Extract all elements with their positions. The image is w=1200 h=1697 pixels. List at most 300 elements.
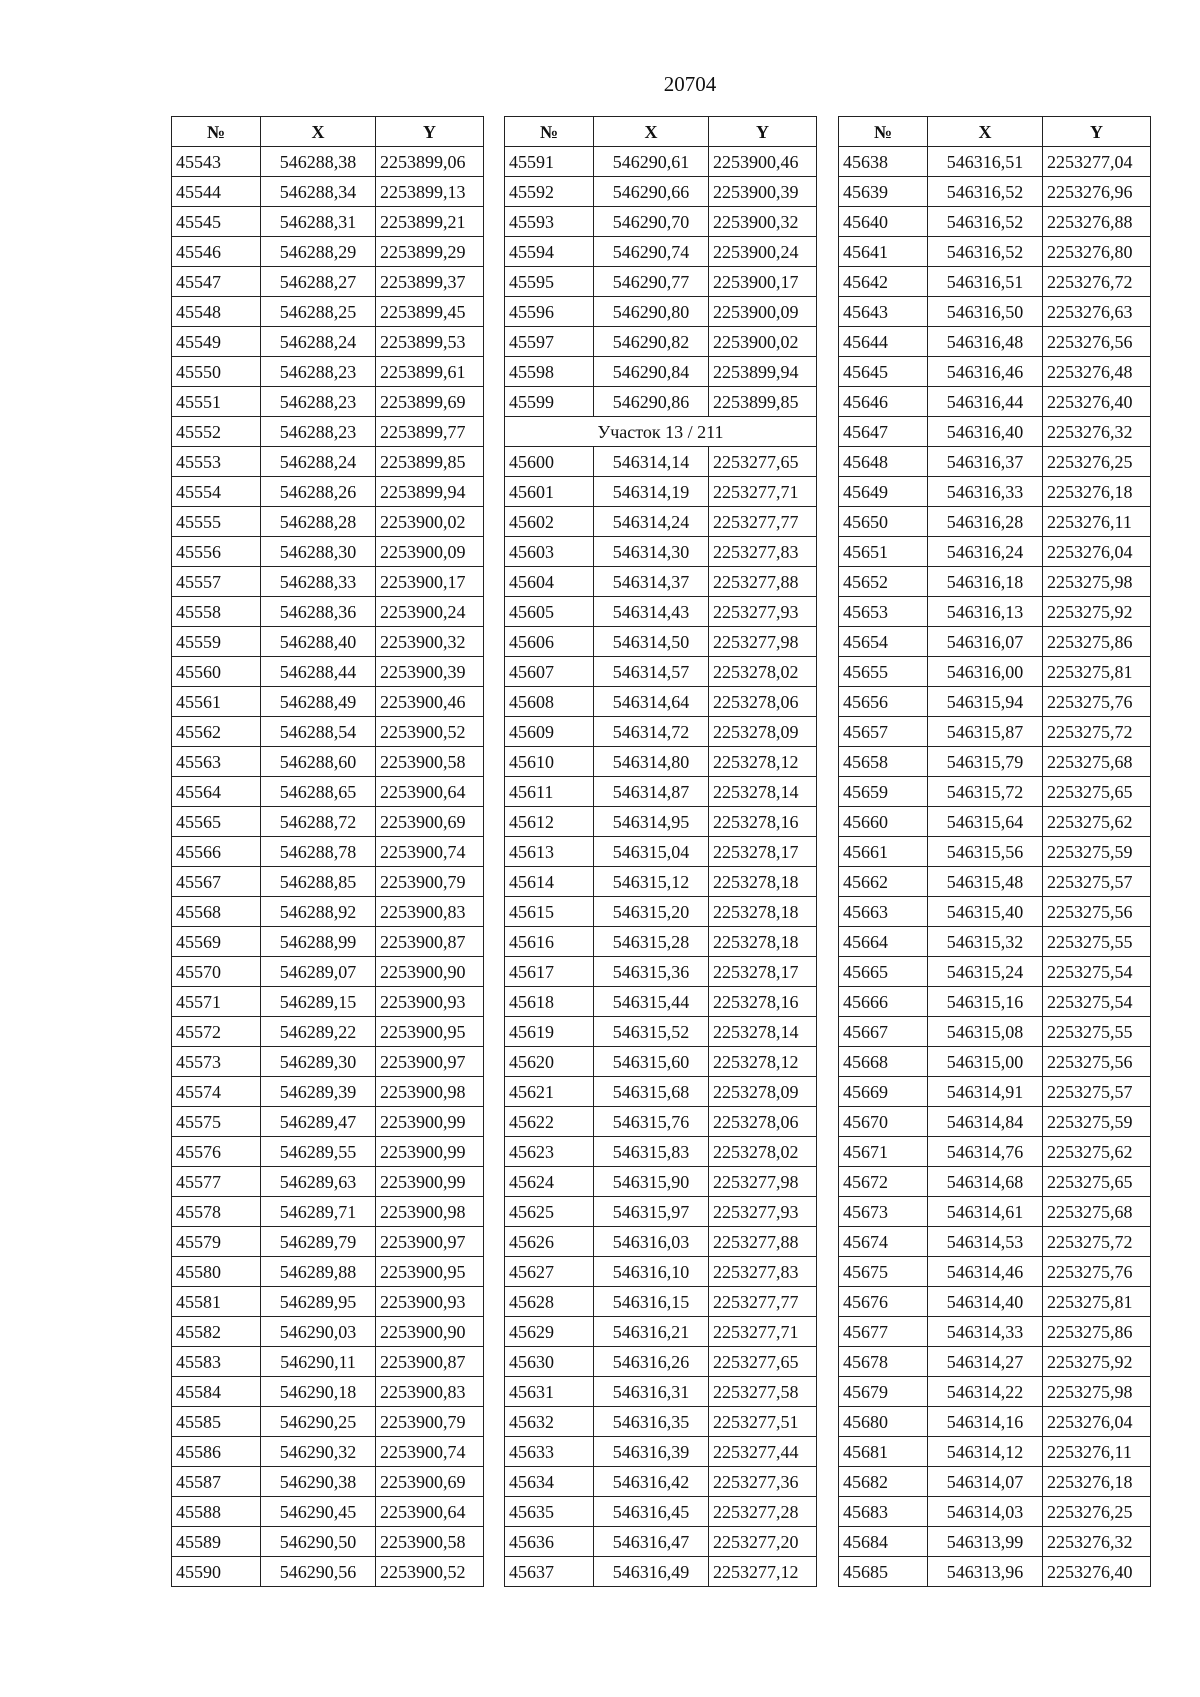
y-coordinate-cell: 2253900,79: [376, 1407, 484, 1437]
y-coordinate-cell: 2253276,56: [1043, 327, 1151, 357]
point-number-cell: 45616: [505, 927, 594, 957]
table-row: [505, 177, 817, 207]
x-coordinate-cell: 546288,99: [261, 927, 376, 957]
x-coordinate-cell: 546316,44: [928, 387, 1043, 417]
table-row: [505, 1047, 817, 1077]
x-coordinate-cell: 546290,77: [594, 267, 709, 297]
x-coordinate-cell: 546316,40: [928, 417, 1043, 447]
y-coordinate-cell: 2253278,06: [709, 687, 817, 717]
table-row: [505, 1167, 817, 1197]
x-coordinate-cell: 546290,82: [594, 327, 709, 357]
point-number-cell: 45554: [172, 477, 261, 507]
table-row: [839, 1287, 1151, 1317]
table-row: [505, 1347, 817, 1377]
y-coordinate-cell: 2253275,56: [1043, 897, 1151, 927]
x-coordinate-cell: 546288,65: [261, 777, 376, 807]
y-coordinate-cell: 2253275,92: [1043, 1347, 1151, 1377]
y-coordinate-cell: 2253900,02: [709, 327, 817, 357]
point-number-cell: 45594: [505, 237, 594, 267]
y-coordinate-cell: 2253276,63: [1043, 297, 1151, 327]
x-coordinate-cell: 546316,42: [594, 1467, 709, 1497]
x-coordinate-cell: 546290,56: [261, 1557, 376, 1587]
table-row: [505, 1437, 817, 1467]
table-row: [172, 447, 484, 477]
x-coordinate-cell: 546289,55: [261, 1137, 376, 1167]
y-coordinate-cell: 2253277,04: [1043, 147, 1151, 177]
x-coordinate-cell: 546314,50: [594, 627, 709, 657]
y-coordinate-cell: 2253900,32: [376, 627, 484, 657]
table-row: [505, 327, 817, 357]
point-number-cell: 45660: [839, 807, 928, 837]
coordinates-table-2: [504, 116, 817, 1587]
y-coordinate-cell: 2253899,29: [376, 237, 484, 267]
x-coordinate-cell: 546290,86: [594, 387, 709, 417]
point-number-cell: 45611: [505, 777, 594, 807]
y-coordinate-cell: 2253275,86: [1043, 627, 1151, 657]
x-coordinate-cell: 546288,28: [261, 507, 376, 537]
x-coordinate-cell: 546288,24: [261, 327, 376, 357]
header-number: №: [839, 117, 928, 147]
table-row: [839, 957, 1151, 987]
x-coordinate-cell: 546315,90: [594, 1167, 709, 1197]
x-coordinate-cell: 546316,15: [594, 1287, 709, 1317]
x-coordinate-cell: 546314,72: [594, 717, 709, 747]
table-row: [505, 987, 817, 1017]
point-number-cell: 45639: [839, 177, 928, 207]
y-coordinate-cell: 2253276,80: [1043, 237, 1151, 267]
x-coordinate-cell: 546316,48: [928, 327, 1043, 357]
table-row: [172, 807, 484, 837]
x-coordinate-cell: 546290,66: [594, 177, 709, 207]
table-row: [505, 447, 817, 477]
point-number-cell: 45577: [172, 1167, 261, 1197]
point-number-cell: 45643: [839, 297, 928, 327]
point-number-cell: 45619: [505, 1017, 594, 1047]
x-coordinate-cell: 546290,32: [261, 1437, 376, 1467]
point-number-cell: 45605: [505, 597, 594, 627]
header-row: [839, 117, 1151, 147]
x-coordinate-cell: 546315,24: [928, 957, 1043, 987]
table-row: [505, 1107, 817, 1137]
y-coordinate-cell: 2253277,77: [709, 507, 817, 537]
y-coordinate-cell: 2253275,57: [1043, 1077, 1151, 1107]
table-row: [839, 597, 1151, 627]
table-row: [505, 1317, 817, 1347]
x-coordinate-cell: 546316,21: [594, 1317, 709, 1347]
table-row: [505, 867, 817, 897]
y-coordinate-cell: 2253276,18: [1043, 1467, 1151, 1497]
point-number-cell: 45560: [172, 657, 261, 687]
x-coordinate-cell: 546316,51: [928, 147, 1043, 177]
x-coordinate-cell: 546316,47: [594, 1527, 709, 1557]
y-coordinate-cell: 2253899,06: [376, 147, 484, 177]
point-number-cell: 45670: [839, 1107, 928, 1137]
table-row: [839, 417, 1151, 447]
table-row: [839, 357, 1151, 387]
point-number-cell: 45604: [505, 567, 594, 597]
table-row: [505, 1557, 817, 1587]
table-row: [172, 297, 484, 327]
point-number-cell: 45548: [172, 297, 261, 327]
x-coordinate-cell: 546315,94: [928, 687, 1043, 717]
x-coordinate-cell: 546288,92: [261, 897, 376, 927]
y-coordinate-cell: 2253275,92: [1043, 597, 1151, 627]
x-coordinate-cell: 546314,84: [928, 1107, 1043, 1137]
table-row: [172, 357, 484, 387]
table-row: [839, 567, 1151, 597]
x-coordinate-cell: 546288,29: [261, 237, 376, 267]
point-number-cell: 45559: [172, 627, 261, 657]
header-y: Y: [1043, 117, 1151, 147]
point-number-cell: 45579: [172, 1227, 261, 1257]
point-number-cell: 45618: [505, 987, 594, 1017]
y-coordinate-cell: 2253275,57: [1043, 867, 1151, 897]
y-coordinate-cell: 2253278,18: [709, 867, 817, 897]
y-coordinate-cell: 2253899,85: [709, 387, 817, 417]
x-coordinate-cell: 546289,95: [261, 1287, 376, 1317]
point-number-cell: 45562: [172, 717, 261, 747]
point-number-cell: 45658: [839, 747, 928, 777]
table-row: [505, 507, 817, 537]
x-coordinate-cell: 546314,68: [928, 1167, 1043, 1197]
table-row: [172, 687, 484, 717]
point-number-cell: 45657: [839, 717, 928, 747]
point-number-cell: 45595: [505, 267, 594, 297]
table-row: [505, 1497, 817, 1527]
y-coordinate-cell: 2253900,17: [709, 267, 817, 297]
y-coordinate-cell: 2253275,55: [1043, 927, 1151, 957]
point-number-cell: 45673: [839, 1197, 928, 1227]
y-coordinate-cell: 2253275,98: [1043, 1377, 1151, 1407]
table-row: [839, 1227, 1151, 1257]
x-coordinate-cell: 546314,19: [594, 477, 709, 507]
x-coordinate-cell: 546290,84: [594, 357, 709, 387]
point-number-cell: 45553: [172, 447, 261, 477]
x-coordinate-cell: 546288,31: [261, 207, 376, 237]
y-coordinate-cell: 2253278,18: [709, 927, 817, 957]
y-coordinate-cell: 2253277,93: [709, 597, 817, 627]
y-coordinate-cell: 2253900,24: [376, 597, 484, 627]
point-number-cell: 45610: [505, 747, 594, 777]
x-coordinate-cell: 546288,30: [261, 537, 376, 567]
table-row: [172, 627, 484, 657]
table-row: [505, 297, 817, 327]
x-coordinate-cell: 546315,60: [594, 1047, 709, 1077]
y-coordinate-cell: 2253276,11: [1043, 507, 1151, 537]
table-row: [839, 1077, 1151, 1107]
table-row: [839, 477, 1151, 507]
y-coordinate-cell: 2253278,09: [709, 1077, 817, 1107]
point-number-cell: 45665: [839, 957, 928, 987]
table-row: [839, 1317, 1151, 1347]
y-coordinate-cell: 2253278,02: [709, 657, 817, 687]
y-coordinate-cell: 2253900,39: [709, 177, 817, 207]
point-number-cell: 45587: [172, 1467, 261, 1497]
x-coordinate-cell: 546316,51: [928, 267, 1043, 297]
y-coordinate-cell: 2253276,40: [1043, 387, 1151, 417]
point-number-cell: 45583: [172, 1347, 261, 1377]
point-number-cell: 45550: [172, 357, 261, 387]
point-number-cell: 45606: [505, 627, 594, 657]
point-number-cell: 45671: [839, 1137, 928, 1167]
point-number-cell: 45649: [839, 477, 928, 507]
y-coordinate-cell: 2253900,99: [376, 1137, 484, 1167]
table-row: [172, 777, 484, 807]
point-number-cell: 45614: [505, 867, 594, 897]
table-row: [839, 657, 1151, 687]
y-coordinate-cell: 2253900,99: [376, 1167, 484, 1197]
point-number-cell: 45589: [172, 1527, 261, 1557]
point-number-cell: 45591: [505, 147, 594, 177]
x-coordinate-cell: 546316,00: [928, 657, 1043, 687]
x-coordinate-cell: 546313,99: [928, 1527, 1043, 1557]
y-coordinate-cell: 2253899,45: [376, 297, 484, 327]
x-coordinate-cell: 546314,64: [594, 687, 709, 717]
y-coordinate-cell: 2253900,93: [376, 987, 484, 1017]
y-coordinate-cell: 2253899,85: [376, 447, 484, 477]
point-number-cell: 45640: [839, 207, 928, 237]
table-row: [172, 1557, 484, 1587]
table-row: [839, 1137, 1151, 1167]
point-number-cell: 45586: [172, 1437, 261, 1467]
table-row: [172, 1347, 484, 1377]
point-number-cell: 45672: [839, 1167, 928, 1197]
table-row: [172, 1047, 484, 1077]
table-row: [839, 1047, 1151, 1077]
point-number-cell: 45596: [505, 297, 594, 327]
x-coordinate-cell: 546316,24: [928, 537, 1043, 567]
point-number-cell: 45655: [839, 657, 928, 687]
table-row: [172, 507, 484, 537]
table-row: [172, 387, 484, 417]
x-coordinate-cell: 546315,72: [928, 777, 1043, 807]
table-row: [505, 237, 817, 267]
y-coordinate-cell: 2253900,69: [376, 807, 484, 837]
table-row: [172, 1017, 484, 1047]
point-number-cell: 45552: [172, 417, 261, 447]
x-coordinate-cell: 546316,39: [594, 1437, 709, 1467]
y-coordinate-cell: 2253278,14: [709, 1017, 817, 1047]
y-coordinate-cell: 2253277,88: [709, 1227, 817, 1257]
y-coordinate-cell: 2253278,09: [709, 717, 817, 747]
point-number-cell: 45607: [505, 657, 594, 687]
table-row: [839, 807, 1151, 837]
y-coordinate-cell: 2253900,97: [376, 1047, 484, 1077]
table-row: [839, 267, 1151, 297]
point-number-cell: 45663: [839, 897, 928, 927]
point-number-cell: 45641: [839, 237, 928, 267]
x-coordinate-cell: 546315,16: [928, 987, 1043, 1017]
y-coordinate-cell: 2253900,32: [709, 207, 817, 237]
y-coordinate-cell: 2253900,69: [376, 1467, 484, 1497]
x-coordinate-cell: 546288,33: [261, 567, 376, 597]
table-row: [172, 1407, 484, 1437]
table-row: [839, 1407, 1151, 1437]
point-number-cell: 45630: [505, 1347, 594, 1377]
table-row: [172, 1167, 484, 1197]
point-number-cell: 45682: [839, 1467, 928, 1497]
table-row: [839, 927, 1151, 957]
point-number-cell: 45644: [839, 327, 928, 357]
x-coordinate-cell: 546316,10: [594, 1257, 709, 1287]
point-number-cell: 45556: [172, 537, 261, 567]
table-row: [839, 327, 1151, 357]
x-coordinate-cell: 546314,24: [594, 507, 709, 537]
y-coordinate-cell: 2253900,90: [376, 1317, 484, 1347]
point-number-cell: 45567: [172, 867, 261, 897]
y-coordinate-cell: 2253275,65: [1043, 777, 1151, 807]
point-number-cell: 45636: [505, 1527, 594, 1557]
point-number-cell: 45570: [172, 957, 261, 987]
table-row: [839, 1557, 1151, 1587]
point-number-cell: 45685: [839, 1557, 928, 1587]
table-row: [172, 1287, 484, 1317]
y-coordinate-cell: 2253275,81: [1043, 657, 1151, 687]
point-number-cell: 45656: [839, 687, 928, 717]
x-coordinate-cell: 546316,33: [928, 477, 1043, 507]
y-coordinate-cell: 2253276,11: [1043, 1437, 1151, 1467]
section-title: Участок 13 / 211: [505, 417, 817, 447]
point-number-cell: 45652: [839, 567, 928, 597]
x-coordinate-cell: 546316,18: [928, 567, 1043, 597]
table-row: [172, 1197, 484, 1227]
point-number-cell: 45580: [172, 1257, 261, 1287]
header-x: X: [594, 117, 709, 147]
point-number-cell: 45578: [172, 1197, 261, 1227]
table-row: [172, 327, 484, 357]
page-number: 20704: [663, 72, 717, 96]
point-number-cell: 45621: [505, 1077, 594, 1107]
table-row: [839, 777, 1151, 807]
y-coordinate-cell: 2253275,72: [1043, 1227, 1151, 1257]
point-number-cell: 45588: [172, 1497, 261, 1527]
table-row: [839, 447, 1151, 477]
point-number-cell: 45653: [839, 597, 928, 627]
point-number-cell: 45545: [172, 207, 261, 237]
y-coordinate-cell: 2253275,76: [1043, 1257, 1151, 1287]
x-coordinate-cell: 546315,48: [928, 867, 1043, 897]
header-y: Y: [709, 117, 817, 147]
x-coordinate-cell: 546316,52: [928, 207, 1043, 237]
y-coordinate-cell: 2253278,18: [709, 897, 817, 927]
point-number-cell: 45667: [839, 1017, 928, 1047]
x-coordinate-cell: 546316,49: [594, 1557, 709, 1587]
y-coordinate-cell: 2253277,83: [709, 537, 817, 567]
x-coordinate-cell: 546313,96: [928, 1557, 1043, 1587]
header-x: X: [261, 117, 376, 147]
y-coordinate-cell: 2253900,98: [376, 1077, 484, 1107]
y-coordinate-cell: 2253276,88: [1043, 207, 1151, 237]
x-coordinate-cell: 546288,54: [261, 717, 376, 747]
table-row: [505, 927, 817, 957]
table-row: [839, 1107, 1151, 1137]
table-row: [839, 1257, 1151, 1287]
y-coordinate-cell: 2253275,68: [1043, 747, 1151, 777]
y-coordinate-cell: 2253899,94: [709, 357, 817, 387]
point-number-cell: 45627: [505, 1257, 594, 1287]
y-coordinate-cell: 2253900,97: [376, 1227, 484, 1257]
table-row: [172, 177, 484, 207]
y-coordinate-cell: 2253276,72: [1043, 267, 1151, 297]
x-coordinate-cell: 546290,80: [594, 297, 709, 327]
y-coordinate-cell: 2253275,65: [1043, 1167, 1151, 1197]
y-coordinate-cell: 2253900,17: [376, 567, 484, 597]
table-row: [505, 1527, 817, 1557]
table-row: [505, 1077, 817, 1107]
y-coordinate-cell: 2253275,54: [1043, 957, 1151, 987]
x-coordinate-cell: 546315,97: [594, 1197, 709, 1227]
y-coordinate-cell: 2253900,99: [376, 1107, 484, 1137]
x-coordinate-cell: 546290,70: [594, 207, 709, 237]
y-coordinate-cell: 2253278,16: [709, 987, 817, 1017]
x-coordinate-cell: 546315,28: [594, 927, 709, 957]
x-coordinate-cell: 546316,31: [594, 1377, 709, 1407]
table-row: [505, 1197, 817, 1227]
x-coordinate-cell: 546314,91: [928, 1077, 1043, 1107]
point-number-cell: 45642: [839, 267, 928, 297]
x-coordinate-cell: 546314,16: [928, 1407, 1043, 1437]
y-coordinate-cell: 2253900,39: [376, 657, 484, 687]
table-row: [839, 1197, 1151, 1227]
y-coordinate-cell: 2253278,12: [709, 1047, 817, 1077]
point-number-cell: 45558: [172, 597, 261, 627]
x-coordinate-cell: 546316,37: [928, 447, 1043, 477]
point-number-cell: 45666: [839, 987, 928, 1017]
y-coordinate-cell: 2253276,40: [1043, 1557, 1151, 1587]
table-row: [505, 267, 817, 297]
y-coordinate-cell: 2253899,37: [376, 267, 484, 297]
table-row: [172, 147, 484, 177]
table-row: [839, 687, 1151, 717]
point-number-cell: 45684: [839, 1527, 928, 1557]
table-row: [839, 1437, 1151, 1467]
y-coordinate-cell: 2253275,76: [1043, 687, 1151, 717]
table-row: [839, 1527, 1151, 1557]
table-row: [839, 837, 1151, 867]
y-coordinate-cell: 2253277,65: [709, 447, 817, 477]
point-number-cell: 45615: [505, 897, 594, 927]
point-number-cell: 45602: [505, 507, 594, 537]
table-row: [505, 597, 817, 627]
point-number-cell: 45648: [839, 447, 928, 477]
y-coordinate-cell: 2253899,21: [376, 207, 484, 237]
table-row: [505, 207, 817, 237]
point-number-cell: 45650: [839, 507, 928, 537]
table-row: [172, 1227, 484, 1257]
table-row: [172, 1437, 484, 1467]
y-coordinate-cell: 2253276,96: [1043, 177, 1151, 207]
table-row: [839, 147, 1151, 177]
point-number-cell: 45683: [839, 1497, 928, 1527]
y-coordinate-cell: 2253277,12: [709, 1557, 817, 1587]
x-coordinate-cell: 546314,95: [594, 807, 709, 837]
header-number: №: [172, 117, 261, 147]
x-coordinate-cell: 546314,03: [928, 1497, 1043, 1527]
x-coordinate-cell: 546315,87: [928, 717, 1043, 747]
y-coordinate-cell: 2253275,98: [1043, 567, 1151, 597]
point-number-cell: 45661: [839, 837, 928, 867]
table-row: [505, 747, 817, 777]
table-row: [839, 717, 1151, 747]
x-coordinate-cell: 546315,00: [928, 1047, 1043, 1077]
y-coordinate-cell: 2253900,09: [376, 537, 484, 567]
x-coordinate-cell: 546290,45: [261, 1497, 376, 1527]
table-row: [839, 1377, 1151, 1407]
x-coordinate-cell: 546314,33: [928, 1317, 1043, 1347]
table-row: [172, 1317, 484, 1347]
table-row: [839, 627, 1151, 657]
y-coordinate-cell: 2253276,25: [1043, 1497, 1151, 1527]
